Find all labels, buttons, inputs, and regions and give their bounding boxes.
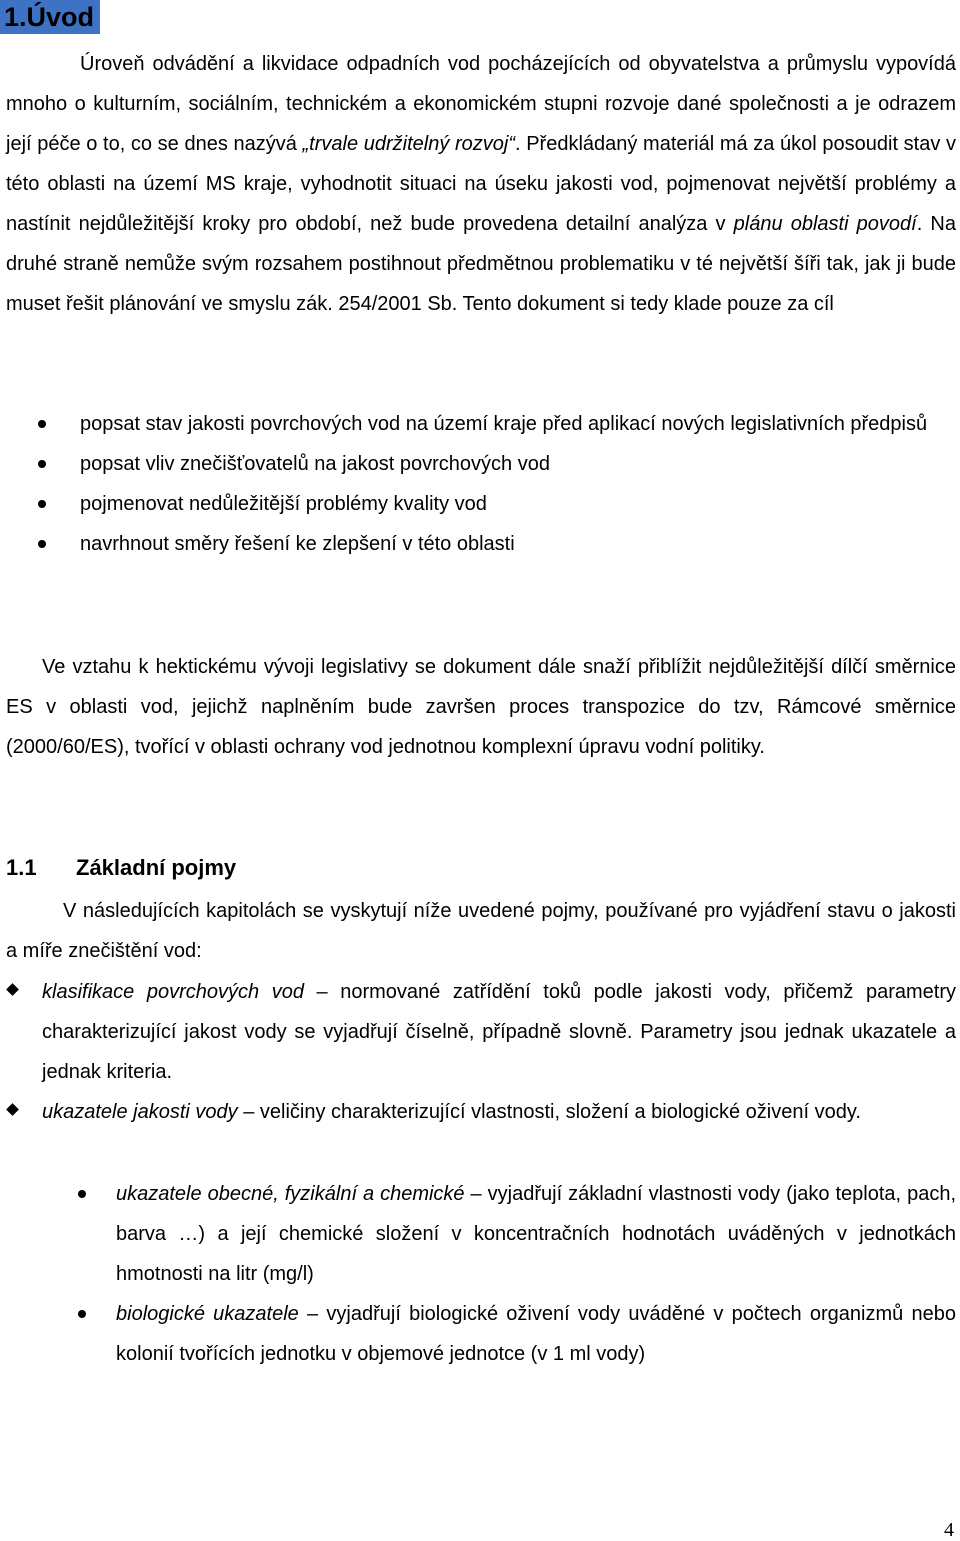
- diamond-bullet-icon: [6, 1103, 19, 1116]
- intro-text-3: . Na druhé straně nemůže svým rozsahem postihnout předmětnou problematiku v té největší šíři tak, jak ji bude muset řešit plánování ve smyslu zák. 254/2001 Sb. Tento dokument si tedy klade pouze za cíl: [6, 213, 956, 315]
- list-item: [6, 524, 956, 564]
- list-item: [6, 444, 956, 484]
- term-item: [6, 1092, 956, 1132]
- intro-italic-2: plánu oblasti povodí: [733, 213, 917, 235]
- subterm-name: biologické ukazatele: [116, 1303, 299, 1325]
- intro-italic-1: „trvale udržitelný rozvoj“: [302, 133, 515, 155]
- term-definition: – normované zatřídění toků podle jakosti vody, přičemž parametry charakterizující jakost vody se vyjadřují číselně, případně slovně. Parametry jsou jednak ukazatele a jednak kriteria.: [42, 981, 956, 1083]
- list-item: [6, 484, 956, 524]
- intro-paragraph: [6, 44, 956, 324]
- subterm-definition: – vyjadřují biologické oživení vody uváděné v počtech organizmů nebo kolonií tvořících jednotku v objemové jednotce (v 1 ml vody): [116, 1303, 956, 1365]
- goals-list: [6, 404, 956, 564]
- bullet-icon: [78, 1310, 86, 1318]
- term-name: klasifikace povrchových vod: [42, 981, 304, 1003]
- list-item-text: popsat stav jakosti povrchových vod na území kraje před aplikací nových legislativních předpisů: [80, 413, 928, 435]
- subterm-definition: – vyjadřují základní vlastnosti vody (jako teplota, pach, barva …) a její chemické složení v koncentračních hodnotách uváděných v jednotkách hmotnosti na litr (mg/l): [116, 1183, 956, 1285]
- list-item-text: pojmenovat nedůležitější problémy kvality vod: [80, 493, 487, 515]
- legislation-paragraph: Ve vztahu k hektickému vývoji legislativy se dokument dále snaží přiblížit nejdůležitější dílčí směrnice ES v oblasti vod, jejichž naplněním bude završen proces transpozice do tzv, Rámcové směrnice (2000/60/ES), tvořící v oblasti ochrany vod jednotnou komplexní úpravu vodní politiky.: [6, 656, 956, 758]
- subterm-name: ukazatele obecné, fyzikální a chemické: [116, 1183, 465, 1205]
- intro-text-2: . Předkládaný materiál má za úkol posoudit stav v této oblasti na území MS kraje, vyhodnotit situaci na úseku jakosti vod, pojmenovat největší problémy a nastínit nejdůležitější kroky pro období, než bude provedena detailní analýza v: [6, 133, 956, 235]
- subterm-item: [6, 1174, 956, 1294]
- section-title: Základní pojmy: [76, 855, 237, 880]
- section-heading: [6, 848, 236, 888]
- term-definition: – veličiny charakterizující vlastnosti, složení a biologické oživení vody.: [237, 1101, 861, 1123]
- list-item: [6, 404, 956, 444]
- chapter-heading: 1.Úvod: [0, 0, 100, 34]
- bullet-icon: [38, 500, 46, 508]
- list-item-text: navrhnout směry řešení ke zlepšení v této oblasti: [80, 533, 515, 555]
- page-number: 4: [944, 1519, 954, 1541]
- bullet-icon: [38, 460, 46, 468]
- list-item-text: popsat vliv znečišťovatelů na jakost povrchových vod: [80, 453, 550, 475]
- intro-text-1: Úroveň odvádění a likvidace odpadních vod pocházejících od obyvatelstva a průmyslu vypovídá mnoho o kulturním, sociálním, technickém a ekonomickém stupni rozvoje dané společnosti a je odrazem její péče o to, co se dnes nazývá: [6, 53, 956, 155]
- bullet-icon: [38, 540, 46, 548]
- terms-list: [6, 972, 956, 1132]
- terms-intro-paragraph: V následujících kapitolách se vyskytují níže uvedené pojmy, používané pro vyjádření stavu o jakosti a míře znečištění vod:: [6, 900, 956, 962]
- subterm-item: [6, 1294, 956, 1374]
- subterms-list: [6, 1174, 956, 1374]
- term-name: ukazatele jakosti vody: [42, 1101, 238, 1123]
- bullet-icon: [78, 1190, 86, 1198]
- section-number: 1.1: [6, 855, 37, 880]
- term-item: [6, 972, 956, 1092]
- diamond-bullet-icon: [6, 983, 19, 996]
- bullet-icon: [38, 420, 46, 428]
